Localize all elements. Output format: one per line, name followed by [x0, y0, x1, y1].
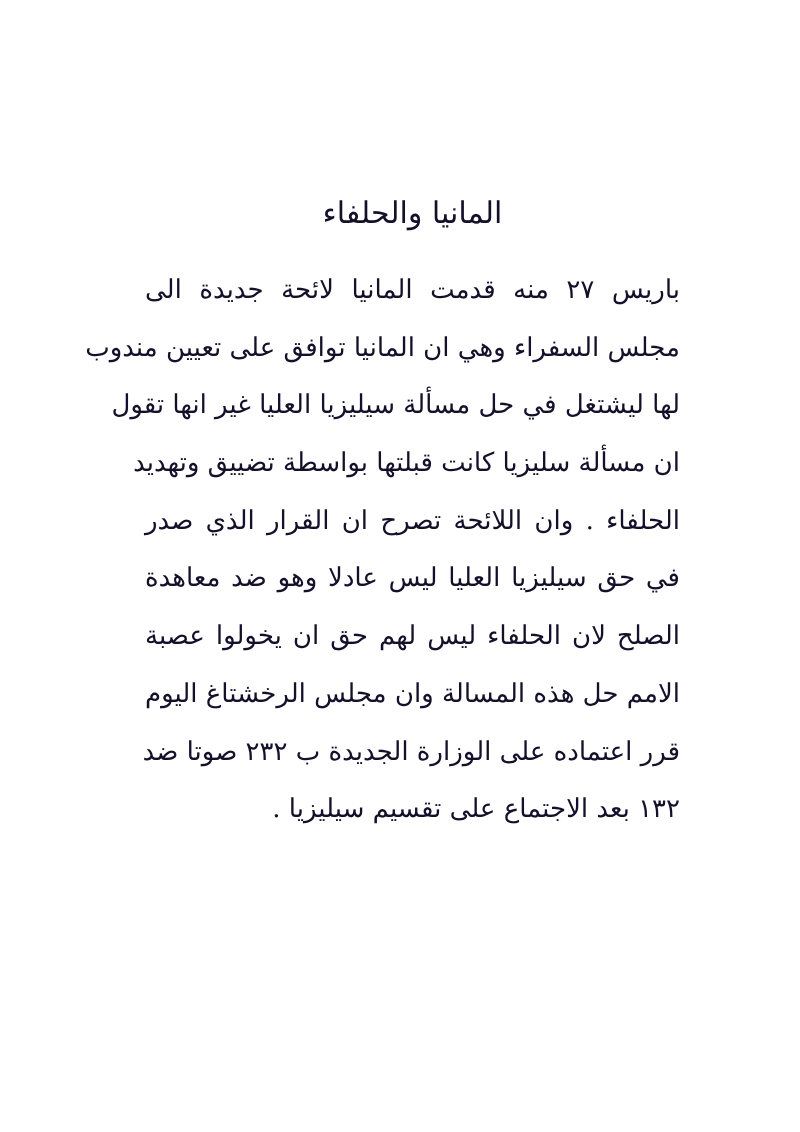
article-line: لها ليشتغل في حل مسألة سيليزيا العليا غير انها تقول [111, 390, 680, 421]
article-line: ١٣٢ بعد الاجتماع على تقسيم سيليزيا . [272, 794, 680, 825]
article-line: باريس ٢٧ منه قدمت المانيا لائحة جديدة الى [145, 275, 680, 305]
news-article [85, 188, 680, 839]
article-line: في حق سيليزيا العليا ليس عادلا وهو ضد معاهدة [145, 563, 680, 594]
article-line: قرر اعتماده على الوزارة الجديدة ب ٢٣٢ صوتا ضد [142, 736, 680, 767]
article-line: الصلح لان الحلفاء ليس لهم حق ان يخولوا عصبة [145, 621, 680, 652]
article-title: المانيا والحلفاء [322, 196, 503, 231]
article-line: الامم حل هذه المسالة وان مجلس الرخشتاغ اليوم [145, 678, 680, 709]
article-line: ان مسألة سليزيا كانت قبلتها بواسطة تضييق وتهديد [133, 448, 680, 479]
article-body [85, 262, 680, 839]
article-line: الحلفاء . وان اللائحة تصرح ان القرار الذي صدر [145, 505, 680, 536]
article-line: مجلس السفراء وهي ان المانيا توافق على تعيين مندوب [85, 332, 680, 363]
